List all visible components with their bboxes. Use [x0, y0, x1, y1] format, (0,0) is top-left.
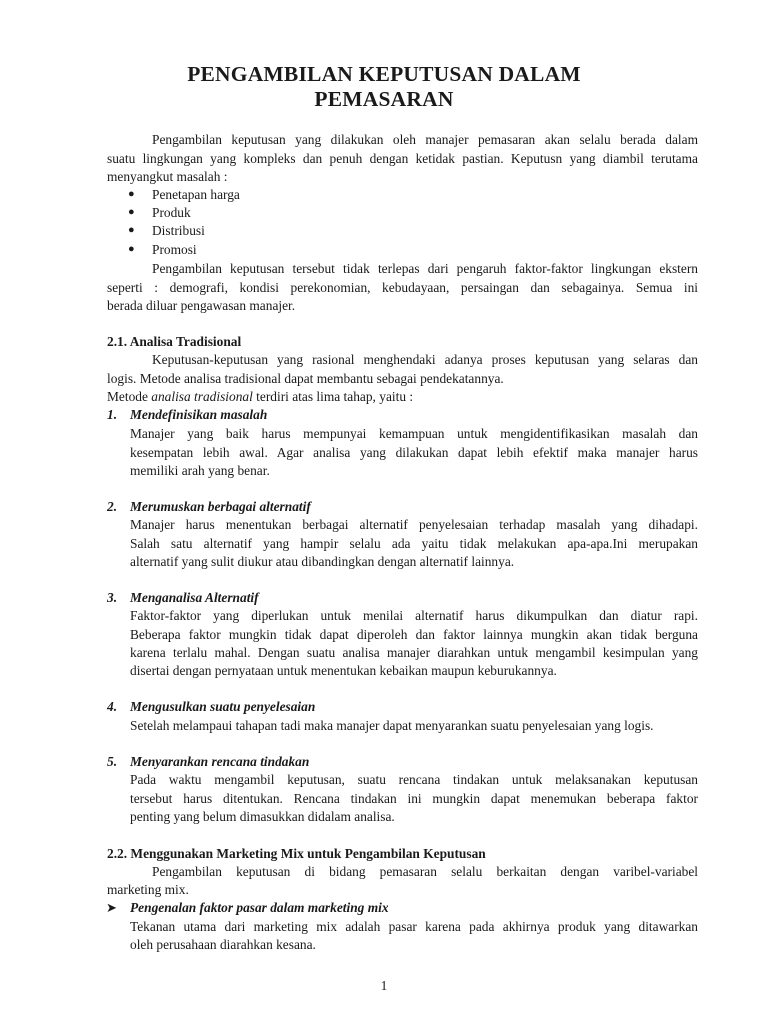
step-line: alternatif yang sulit diukur atau dibandingkan dengan alternatif lainnya.: [130, 554, 515, 569]
intro-line: Pengambilan keputusan yang dilakukan oleh manajer pemasaran akan selalu berada dalam: [152, 132, 698, 147]
step-title: Mengusulkan suatu penyelesaian: [130, 699, 316, 714]
step-number: 1.: [107, 407, 118, 422]
step-line: Pada waktu mengambil keputusan, suatu rencana tindakan untuk melaksanakan keputusan: [130, 772, 698, 787]
title-line-1: PENGAMBILAN KEPUTUSAN DALAM: [187, 62, 581, 86]
paragraph-line: marketing mix.: [107, 882, 189, 897]
step-line: Salah satu alternatif yang hampir selalu ada yaitu tidak melakukan apa-apa.Ini merupakan: [130, 536, 698, 551]
bullet-item: Penetapan harga: [152, 187, 240, 202]
step-number: 5.: [107, 754, 118, 769]
step-line: Manajer yang baik harus mempunyai kemampuan untuk mengidentifikasikan masalah dan: [130, 426, 698, 441]
step-number: 2.: [107, 499, 118, 514]
step-title: Menganalisa Alternatif: [130, 590, 259, 605]
arrow-bullet-icon: ➤: [106, 900, 117, 915]
step-number: 4.: [107, 699, 118, 714]
step-line: karena terlalu mahal. Dengan suatu analisa manajer diarahkan untuk mengambil kesimpulan yang: [130, 645, 698, 660]
bullet-item: Distribusi: [152, 223, 205, 238]
step-line: memiliki arah yang benar.: [130, 463, 270, 478]
title-line-2: PEMASARAN: [314, 87, 454, 111]
bullet-item: Produk: [152, 205, 191, 220]
paragraph-line: Pengambilan keputusan di bidang pemasaran selalu berkaitan dengan varibel-variabel: [152, 864, 698, 879]
step-line: disertai dengan pernyataan untuk menentukan kebaikan maupun keburukannya.: [130, 663, 557, 678]
step-line: penting yang belum dimasukkan didalam analisa.: [130, 809, 395, 824]
intro-line: menyangkut masalah :: [107, 169, 228, 184]
page-title: [0, 62, 768, 112]
step-title: Mendefinisikan masalah: [130, 407, 268, 422]
step-line: tersebut harus ditentukan. Rencana tindakan ini mungkin dapat menemukan beberapa faktor: [130, 791, 698, 806]
step-line: kesempatan lebih awal. Agar analisa yang dilakukan dapat lebih efektif maka manajer harus: [130, 445, 698, 460]
section-heading: 2.2. Menggunakan Marketing Mix untuk Pengambilan Keputusan: [107, 846, 486, 861]
section-heading: 2.1. Analisa Tradisional: [107, 334, 242, 349]
bullet-item: Promosi: [152, 242, 197, 257]
bullet-icon: ●: [128, 243, 135, 255]
bullet-icon: ●: [128, 188, 135, 200]
sub-heading: Pengenalan faktor pasar dalam marketing mix: [130, 900, 389, 915]
step-title: Menyarankan rencana tindakan: [130, 754, 310, 769]
paragraph-line: Keputusan-keputusan yang rasional menghendaki adanya proses keputusan yang selaras dan: [152, 352, 698, 367]
paragraph-line: oleh perusahaan diarahkan kesana.: [130, 937, 316, 952]
paragraph-line: Tekanan utama dari marketing mix adalah pasar karena pada akhirnya produk yang ditawarkan: [130, 919, 698, 934]
step-line: Beberapa faktor mungkin tidak dapat diperoleh dan faktor lainnya mungkin akan tidak berguna: [130, 627, 698, 642]
method-line: Metode analisa tradisional terdiri atas lima tahap, yaitu :: [107, 389, 414, 404]
paragraph-line: logis. Metode analisa tradisional dapat membantu sebagai pendekatannya.: [107, 371, 504, 386]
step-line: Manajer harus menentukan berbagai alternatif penyelesaian terhadap masalah yang dihadapi.: [130, 517, 698, 532]
page-number: 1: [380, 978, 388, 993]
paragraph-line: Pengambilan keputusan tersebut tidak terlepas dari pengaruh faktor-faktor lingkungan ekstern: [152, 261, 698, 276]
step-line: Faktor-faktor yang diperlukan untuk menilai alternatif harus dikumpulkan dan diatur rapi.: [130, 608, 698, 623]
intro-line: suatu lingkungan yang kompleks dan penuh dengan ketidak pastian. Keputusn yang diambil terutama: [107, 151, 698, 166]
bullet-icon: ●: [128, 224, 135, 236]
paragraph-line: berada diluar pengawasan manajer.: [107, 298, 296, 313]
step-line: Setelah melampaui tahapan tadi maka manajer dapat menyarankan suatu penyelesaian yang logis.: [130, 718, 654, 733]
step-number: 3.: [107, 590, 118, 605]
bullet-icon: ●: [128, 206, 135, 218]
step-title: Merumuskan berbagai alternatif: [130, 499, 311, 514]
paragraph-line: seperti : demografi, kondisi perekonomian, kebudayaan, persaingan dan sebagainya. Semua ini: [107, 280, 698, 295]
